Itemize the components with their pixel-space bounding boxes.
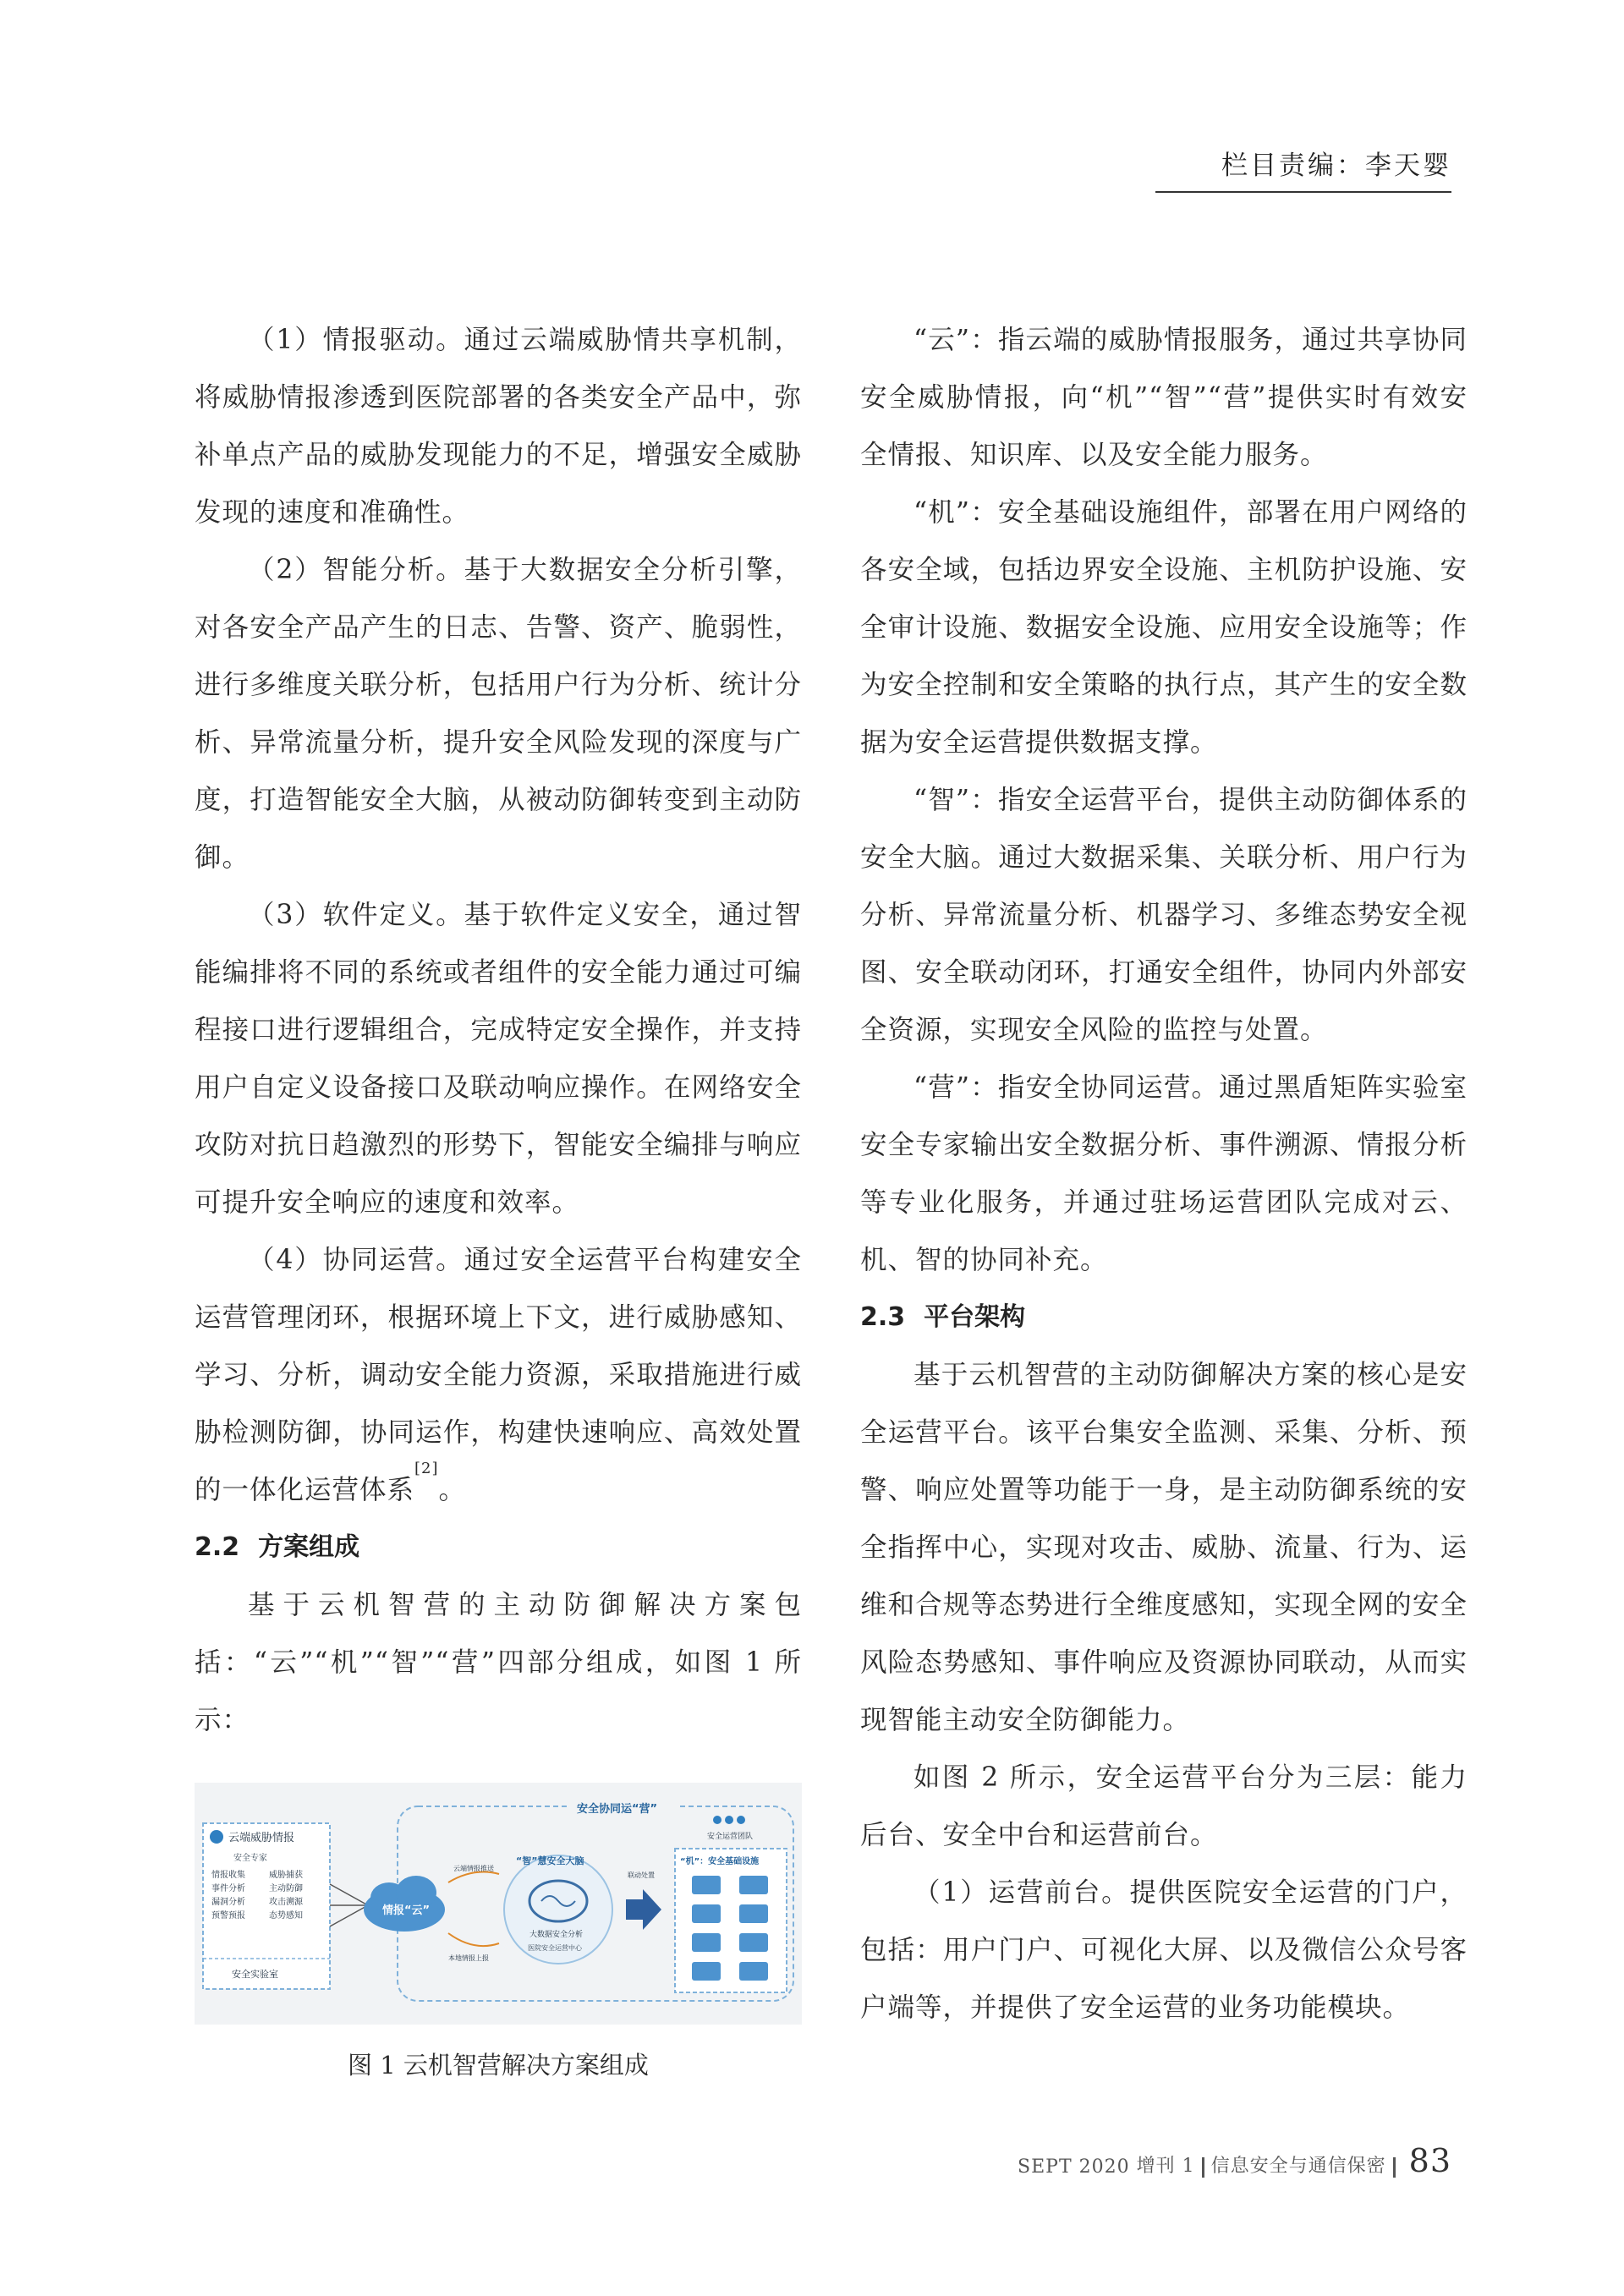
threat-intel-title: 云端威胁情报 — [228, 1832, 295, 1844]
page-number: 83 — [1408, 2142, 1451, 2179]
paragraph-collaborative-operation — [195, 1231, 802, 1519]
paragraph-platform-core: 基于云机智营的主动防御解决方案的核心是安全运营平台。该平台集安全监测、采集、分析、预警、响应处置等功能于一身，是主动防御系统的安全指挥中心，实现对攻击、威胁、流量、行为、运维和合规等态势进行全维度感知，实现全网的安全风险态势感知、事件响应及资源协同联动，从而实现智能主动安全防御能力。 — [860, 1360, 1468, 1735]
section-title: 方案组成 — [258, 1532, 360, 1562]
paragraph-end: 。 — [438, 1475, 467, 1505]
team-icon — [713, 1816, 721, 1824]
paragraph-cloud: “云”：指云端的威胁情报服务，通过共享协同安全威胁情报，向“机”“智”“营”提供实时有效安全情报、知识库、以及安全能力服务。 — [860, 325, 1468, 470]
cloud-label: 情报“云” — [382, 1904, 431, 1917]
globe-icon — [210, 1830, 223, 1844]
experts-label: 安全专家 — [233, 1854, 267, 1863]
infra-box — [675, 1849, 787, 1992]
paragraph-operation: “营”：指安全协同运营。通过黑盾矩阵实验室安全专家输出安全数据分析、事件溯源、情报分析等专业化服务，并通过驻场运营团队完成对云、机、智的协同补充。 — [860, 1072, 1468, 1275]
item-situation: 态势感知 — [269, 1911, 303, 1921]
operation-title: 安全协同运“营” — [577, 1803, 658, 1816]
left-column — [195, 311, 802, 2082]
infra-title: “机”：安全基础设施 — [680, 1857, 760, 1866]
journal-name: 信息安全与通信保密 — [1210, 2156, 1386, 2177]
paragraph-solution-components: 基于云机智营的主动防御解决方案包括：“云”“机”“智”“营”四部分组成，如图 1 所示： — [195, 1590, 802, 1735]
paragraph-intelligence: “智”：指安全运营平台，提供主动防御体系的安全大脑。通过大数据采集、关联分析、用户行为分析、异常流量分析、机器学习、多维态势安全视图、安全联动闭环，打通安全组件，协同内外部安全资源，实现安全风险的监控与处置。 — [860, 785, 1468, 1045]
link-arrow — [626, 1889, 661, 1930]
item-warning: 预警预报 — [211, 1911, 245, 1921]
figure-1-diagram — [195, 1783, 802, 2025]
item-active-defense: 主动防御 — [269, 1884, 303, 1893]
paragraph-three-layers: 如图 2 所示，安全运营平台分为三层：能力后台、安全中台和运营前台。 — [860, 1762, 1468, 1850]
section-number: 2.3 — [860, 1302, 906, 1332]
brain-title: “智”慧安全大脑 — [516, 1855, 584, 1866]
report-label: 本地情报上报 — [448, 1954, 489, 1962]
paragraph-operation-front: （1）运营前台。提供医院安全运营的门户，包括：用户门户、可视化大屏、以及微信公众号客户端等，并提供了安全运营的业务功能模块。 — [860, 1877, 1468, 2023]
soc-label: 医院安全运营中心 — [528, 1944, 582, 1952]
link-label: 联动处置 — [628, 1871, 655, 1879]
figure-1 — [195, 1783, 802, 2025]
figure-1-caption: 图 1 云机智营解决方案组成 — [348, 2051, 649, 2080]
paragraph-intelligent-analysis: （2）智能分析。基于大数据安全分析引擎，对各安全产品产生的日志、告警、资产、脆弱性，进行多维度关联分析，包括用户行为分析、统计分析、异常流量分析，提升安全风险发现的深度与广度，打造智能安全大脑，从被动防御转变到主动防御。 — [195, 555, 802, 873]
item-event-analysis: 事件分析 — [211, 1884, 245, 1893]
section-heading-2-2 — [195, 1519, 802, 1576]
item-traceback: 攻击溯源 — [269, 1898, 303, 1907]
editor-label: 栏目责编：李天婴 — [1221, 151, 1451, 181]
lab-label: 安全实验室 — [232, 1969, 278, 1980]
citation-ref[interactable]: [2] — [414, 1460, 439, 1477]
paragraph-intelligence-driven: （1）情报驱动。通过云端威胁情共享机制，将威胁情报渗透到医院部署的各类安全产品中，弥补单点产品的威胁发现能力的不足，增强安全威胁发现的速度和准确性。 — [195, 325, 802, 528]
item-vuln-analysis: 漏洞分析 — [211, 1898, 245, 1907]
section-number: 2.2 — [195, 1532, 240, 1562]
right-column — [860, 311, 1468, 2036]
push-label: 云端情报推送 — [453, 1865, 494, 1872]
item-threat-capture: 威胁捕获 — [269, 1871, 303, 1880]
column-editor-header — [1155, 144, 1451, 193]
paragraph-text: （4）协同运营。通过安全运营平台构建安全运营管理闭环，根据环境上下文，进行威胁感知、学习、分析，调动安全能力资源，采取措施进行威胁检测防御，协同运作，构建快速响应、高效处置的一体化运营体系 — [195, 1245, 802, 1505]
section-heading-2-3 — [860, 1289, 1468, 1346]
team-label: 安全运营团队 — [707, 1833, 754, 1841]
section-title: 平台架构 — [924, 1302, 1026, 1332]
paragraph-software-defined: （3）软件定义。基于软件定义安全，通过智能编排将不同的系统或者组件的安全能力通过可编程接口进行逻辑组合，完成特定安全操作，并支持用户自定义设备接口及联动响应操作。在网络安全攻防对抗日趋激烈的形势下，智能安全编排与响应可提升安全响应的速度和效率。 — [195, 900, 802, 1218]
footer-divider — [1393, 2157, 1396, 2178]
issue-number: 增刊 1 — [1136, 2156, 1195, 2177]
issue-date: SEPT 2020 — [1018, 2156, 1130, 2178]
footer-divider — [1202, 2157, 1204, 2178]
paragraph-machine: “机”：安全基础设施组件，部署在用户网络的各安全域，包括边界安全设施、主机防护设施、安全审计设施、数据安全设施、应用安全设施等；作为安全控制和安全策略的执行点，其产生的安全数据为安全运营提供数据支撑。 — [860, 497, 1468, 758]
item-intel-collect: 情报收集 — [211, 1871, 245, 1880]
bigdata-label: 大数据安全分析 — [529, 1931, 584, 1939]
page-footer — [1018, 2135, 1451, 2178]
